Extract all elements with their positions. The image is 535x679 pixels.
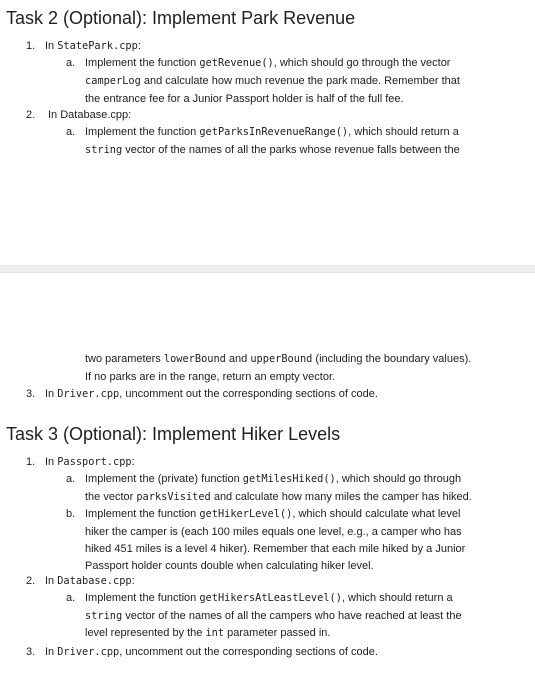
task2-step2a-marker: a. bbox=[66, 126, 76, 138]
task2-step1-file: StatePark.cpp bbox=[57, 40, 138, 52]
task3-step1a-line1: Implement the (private) function getMilesHiked(), which should go through bbox=[85, 473, 462, 485]
task2-step1a-line3: the entrance fee for a Junior Passport holder is half of the full fee. bbox=[85, 93, 404, 105]
task3-step3-number: 3. bbox=[26, 646, 36, 658]
task2-step3: In Driver.cpp, uncomment out the corresponding sections of code. bbox=[45, 388, 378, 400]
task3-step3: In Driver.cpp, uncomment out the corresponding sections of code. bbox=[45, 646, 378, 658]
task2-heading: Task 2 (Optional): Implement Park Revenue bbox=[6, 8, 356, 28]
task2-step1-number: 1. bbox=[26, 40, 36, 52]
task3-step1b-line4: Passport holder counts double when calculating hiker level. bbox=[85, 560, 374, 572]
task3-step2a-marker: a. bbox=[66, 592, 76, 604]
task2-step2a-line2: string vector of the names of all the parks whose revenue falls between the bbox=[85, 144, 460, 156]
task3-step1-number: 1. bbox=[26, 456, 36, 468]
task3-step2a-line1: Implement the function getHikersAtLeastLevel(), which should return a bbox=[85, 592, 453, 604]
task2-step1a-line2: camperLog and calculate how much revenue the park made. Remember that bbox=[85, 75, 460, 87]
task2-step3-number: 3. bbox=[26, 388, 36, 400]
task3-step2a-line2: string vector of the names of all the campers who have reached at least the bbox=[85, 610, 462, 622]
task3-step2: In Database.cpp: bbox=[45, 575, 135, 587]
task3-step1: In Passport.cpp: bbox=[45, 456, 135, 468]
task3-step2-number: 2. bbox=[26, 575, 36, 587]
task3-step1a-line2: the vector parksVisited and calculate how many miles the camper has hiked. bbox=[85, 491, 472, 503]
page-break bbox=[0, 265, 535, 273]
task3-step1b-marker: b. bbox=[66, 508, 76, 520]
task3-step2-file: Database.cpp bbox=[57, 575, 132, 587]
task2-step2: In Database.cpp: bbox=[48, 109, 132, 121]
task3-heading: Task 3 (Optional): Implement Hiker Levels bbox=[6, 424, 341, 444]
task2-step1: In StatePark.cpp: bbox=[45, 40, 141, 52]
task2-step1a-marker: a. bbox=[66, 57, 76, 69]
task3-step1b-line1: Implement the function getHikerLevel(), which should calculate what level bbox=[85, 508, 461, 520]
task2-step2a-line1: Implement the function getParksInRevenueRange(), which should return a bbox=[85, 126, 459, 138]
document-page-1 bbox=[0, 0, 535, 265]
task2-step2a-line3: two parameters lowerBound and upperBound (including the boundary values). bbox=[85, 353, 472, 365]
task3-step1a-marker: a. bbox=[66, 473, 76, 485]
task3-step1b-line3: hiked 451 miles is a level 4 hiker). Remember that each mile hiked by a Junior bbox=[85, 543, 466, 555]
task3-step2a-line3: level represented by the int parameter passed in. bbox=[85, 627, 331, 639]
task3-step1-file: Passport.cpp bbox=[57, 456, 132, 468]
task2-step1a-line1: Implement the function getRevenue(), which should go through the vector bbox=[85, 57, 451, 69]
task2-step2a-line4: If no parks are in the range, return an empty vector. bbox=[85, 371, 336, 383]
task2-step2-number: 2. bbox=[26, 109, 36, 121]
task3-step1b-line2: hiker the camper is (each 100 miles equals one level, e.g., a camper who has bbox=[85, 526, 462, 538]
document-page-2 bbox=[0, 273, 535, 679]
